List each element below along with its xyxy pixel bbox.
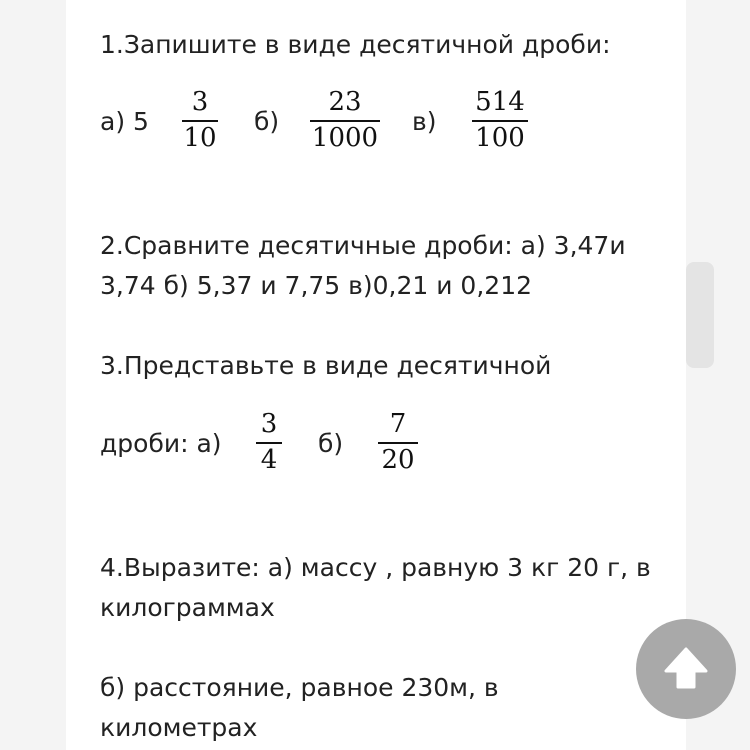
fraction-numerator: 3 [191,87,209,117]
task3-line1: 3.Представьте в виде десятичной [100,351,552,380]
arrow-up-icon [656,639,716,699]
task4-line3: б) расстояние, равное 230м, в [100,673,499,702]
task3-fraction-a [256,410,282,474]
task4-line2: килограммах [100,593,275,622]
fraction-denominator: 20 [381,445,415,475]
scrollbar-thumb[interactable] [686,262,714,368]
fraction-denominator: 100 [475,123,525,153]
task3-fraction-b [378,410,418,474]
task1-fraction-c [472,88,528,152]
fraction-numerator: 23 [328,87,362,117]
task2-line1: 2.Сравните десятичные дроби: а) 3,47и [100,231,626,260]
fraction-bar [256,442,282,444]
task1-fraction-b [310,88,380,152]
task4-line1: 4.Выразите: а) массу , равную 3 кг 20 г, в [100,553,651,582]
fraction-numerator: 3 [260,409,278,439]
task1-item-a-label: а) 5 [100,107,149,136]
fraction-denominator: 4 [260,445,278,475]
scroll-to-top-button[interactable] [636,619,736,719]
fraction-bar [378,442,418,444]
fraction-numerator: 7 [389,409,407,439]
task4-line4: километрах [100,713,258,742]
fraction-numerator: 514 [475,87,525,117]
task1-item-b-label: б) [254,107,280,136]
fraction-bar [472,120,528,122]
task2-line2: 3,74 б) 5,37 и 7,75 в)0,21 и 0,212 [100,271,533,300]
task1-item-c-label: в) [412,107,437,136]
fraction-bar [182,120,218,122]
task3-item-b-label: б) [318,429,344,458]
task1-fraction-a [182,88,218,152]
fraction-bar [310,120,380,122]
fraction-denominator: 1000 [311,123,379,153]
task1-title: 1.Запишите в виде десятичной дроби: [100,30,611,59]
fraction-denominator: 10 [183,123,217,153]
task3-line2-label: дроби: а) [100,429,222,458]
